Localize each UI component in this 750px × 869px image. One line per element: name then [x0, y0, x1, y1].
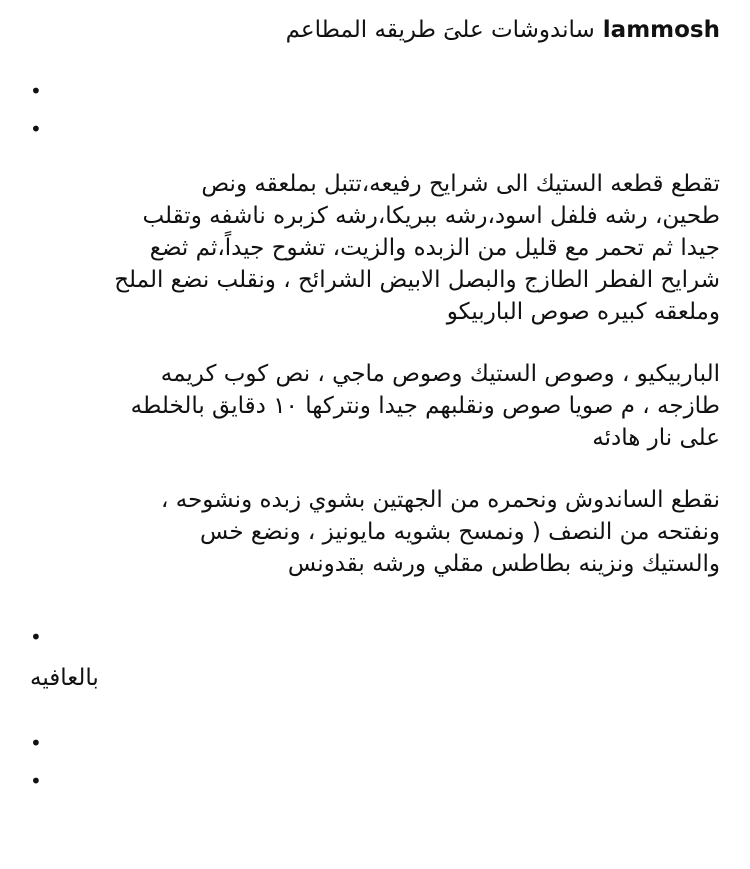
bullet-dot: • [30, 731, 42, 755]
text-line: شرايح الفطر الطازج والبصل الابيض الشرائح ، ونقلب نضع الملح [114, 267, 720, 293]
text-line: الباربيكيو ، وصوص الستيك وصوص ماجي ، نص كوب كريمه [160, 361, 720, 387]
text-line: وملعقه كبيره صوص الباربيكو [446, 299, 720, 325]
signoff-text: بالعافيه [30, 665, 99, 691]
username-link[interactable]: lammosh [602, 17, 720, 43]
bullet-dot: • [30, 117, 42, 141]
post-title: ساندوشات علىَ طريقه المطاعم [285, 17, 595, 43]
text-line: جيدا ثم تحمر مع قليل من الزبده والزيت، تشوح جيداً،ثم ثضع [149, 235, 720, 261]
text-line: طازجه ، م صويا صوص ونقلبهم جيدا ونتركها ١٠ دقايق بالخلطه [130, 393, 720, 419]
text-line: طحين، رشه فلفل اسود،رشه ببريكا،رشه كزبره ناشفه وتقلب [142, 203, 720, 229]
text-line: ونفتحه من النصف ( ونمسح بشويه مايونيز ، ونضع خس [200, 519, 720, 545]
recipe-paragraph-sauce [30, 358, 720, 454]
text-line: نقطع الساندوش ونحمره من الجهتين بشوي زبده ونشوحه ، [161, 487, 720, 513]
bullet-dot: • [30, 625, 42, 649]
text-line: على نار هادئه [592, 425, 720, 451]
caption-header [30, 14, 720, 50]
signoff-line [30, 662, 720, 694]
bullet-dot: • [30, 79, 42, 103]
bullet-dot: • [30, 769, 42, 793]
recipe-paragraph-steak [30, 168, 720, 328]
text-line: والستيك ونزينه بطاطس مقلي ورشه بقدونس [287, 551, 720, 577]
text-line: تقطع قطعه الستيك الى شرايح رفيعه،تتبل بملعقه ونص [201, 171, 720, 197]
recipe-paragraph-sandwich [30, 484, 720, 580]
